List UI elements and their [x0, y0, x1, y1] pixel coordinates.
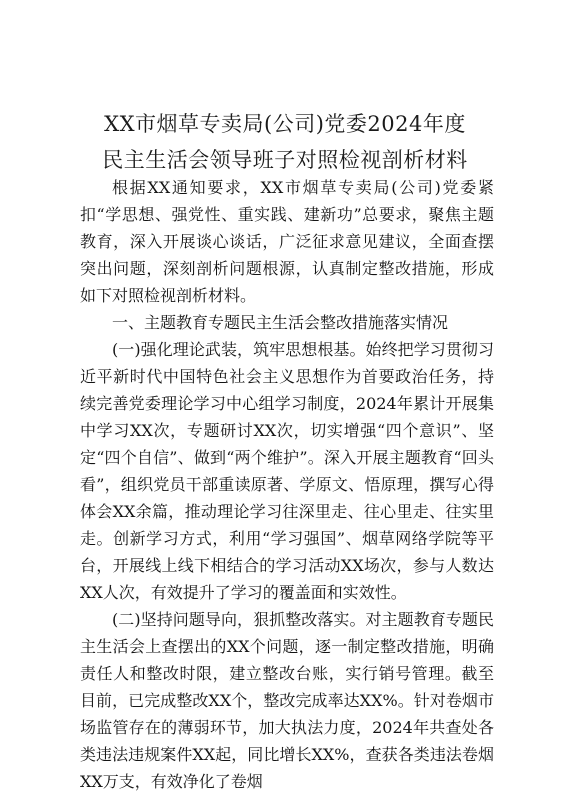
section-heading-1: 一、主题教育专题民主生活会整改措施落实情况 — [112, 313, 449, 332]
document-title-line-2: 民主生活会领导班子对照检视剖析材料 — [102, 148, 468, 172]
paragraph-theory: (一)强化理论武装，筑牢思想根基。始终把学习贯彻习近平新时代中国特色社会主义思想作为首要政治任务，持续完善党委理论学习中心组学习制度，2024年累计开展集中学习XX次，专题研讨XX次，切实增强“四个意识”、坚定“四个自信”、做到“两个维护”。深入开展主题教育“回头看”，组织党员干部重读原著、学原文、悟原理，撰写心得体会XX余篇，推动理论学习往深里走、往心里走、往实里走。创新学习方式，利用“学习强国”、烟草网络学院等平台，开展线上线下相结合的学习活动XX场次，参与人数达XX人次，有效提升了学习的覆盖面和实效性。 — [80, 340, 494, 602]
paragraph-intro: 根据XX通知要求，XX市烟草专卖局(公司)党委紧扣“学思想、强党性、重实践、建新功”总要求，聚焦主题教育，深入开展谈心谈话，广泛征求意见建议，全面查摆突出问题，深刻剖析问题根源，认真制定整改措施，形成如下对照检视剖析材料。 — [80, 178, 494, 305]
document-body — [80, 174, 494, 795]
paragraph-rectification: (二)坚持问题导向，狠抓整改落实。对主题教育专题民主生活会上查摆出的XX个问题，逐一制定整改措施，明确责任人和整改时限，建立整改台账，实行销号管理。截至目前，已完成整改XX个，整改完成率达XX%。针对卷烟市场监管存在的薄弱环节，加大执法力度，2024年共查处各类违法违规案件XX起，同比增长XX%，查获各类违法卷烟XX万支，有效净化了卷烟 — [80, 610, 494, 791]
document-title-line-1: XX市烟草专卖局(公司)党委2024年度 — [104, 112, 466, 136]
